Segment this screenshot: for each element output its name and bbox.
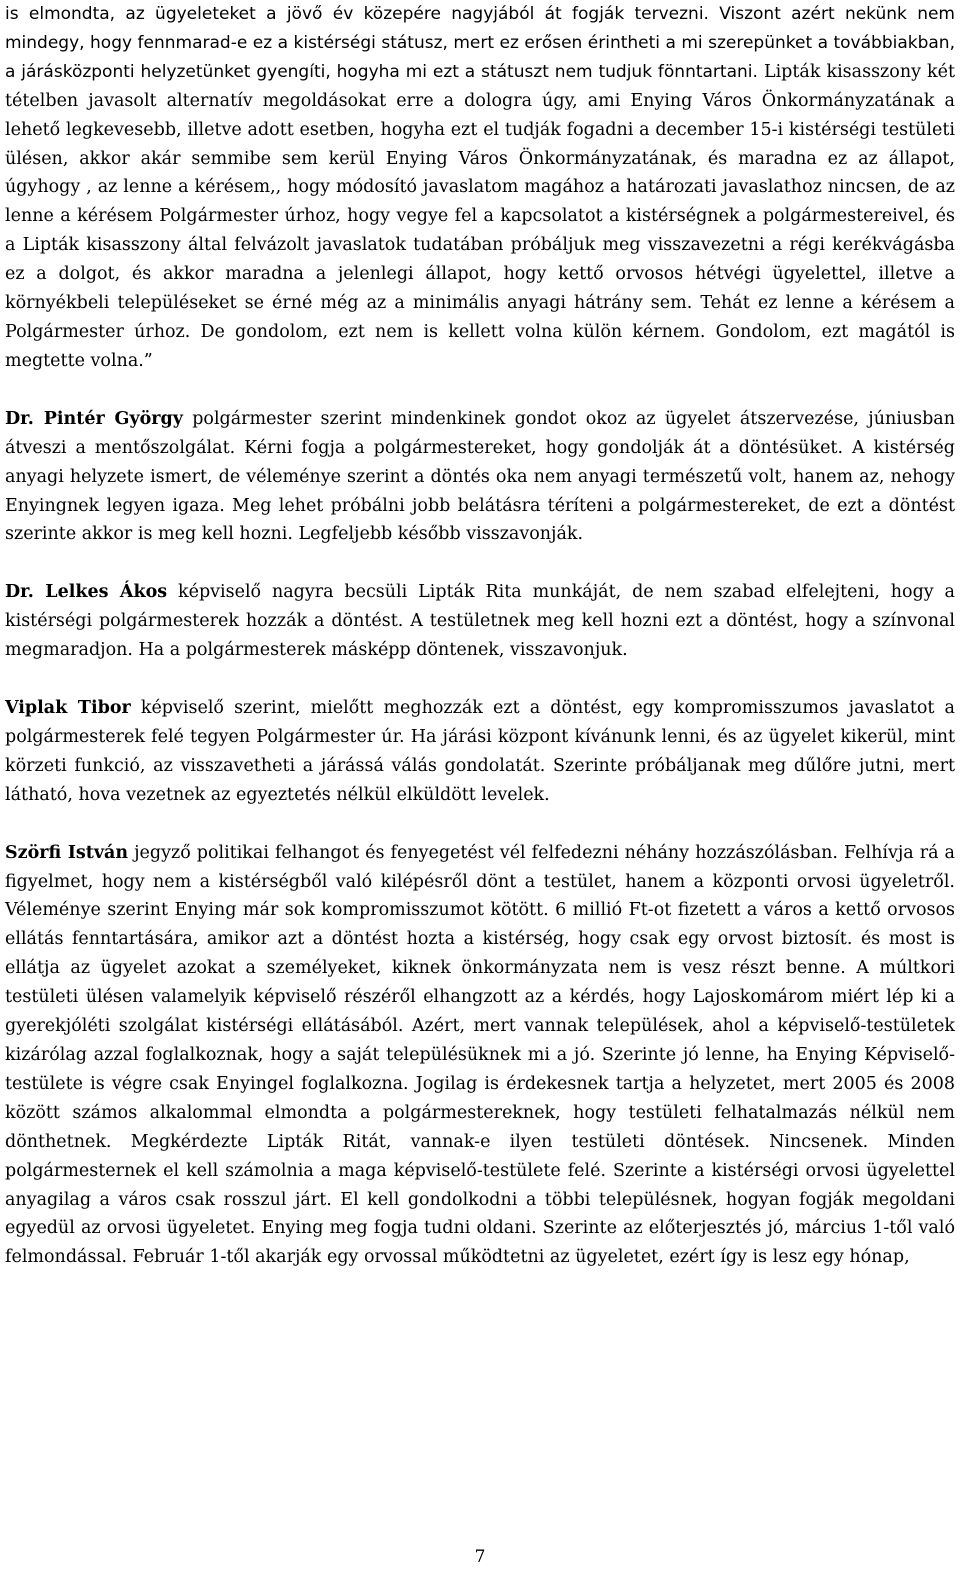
page-number: 7: [474, 1547, 486, 1567]
paragraph-5: [5, 839, 955, 1273]
speaker-name: Viplak Tibor: [5, 698, 131, 719]
document-page: [5, 0, 955, 1272]
paragraph-2-text: polgármester szerint mindenkinek gondot okoz az ügyelet átszervezése, júniusban átveszi a mentőszolgálat. Kérni fogja a polgármestereket, hogy gondolják át a döntésüket. A kistérség anyagi helyzete ismert, de véleménye szerint a döntés oka nem anyagi természetű volt, hanem az, nehogy Enyingnek legyen igaza. Meg lehet próbálni jobb belátásra téríteni a polgármestereket, de ezt a döntést szerinte akkor is meg kell hozni. Legfeljebb később visszavonják.: [5, 408, 956, 545]
paragraph-gap: [5, 376, 955, 405]
speaker-name: Szörfi István: [5, 842, 129, 863]
paragraph-3-text: képviselő nagyra becsüli Lipták Rita munkáját, de nem szabad elfelejteni, hogy a kistérségi polgármesterek hozzák a döntést. A testületnek meg kell hozni ezt a döntést, hogy a színvonal megmaradjon. Ha a polgármesterek másképp döntenek, visszavonjuk.: [5, 582, 955, 661]
paragraph-1-text: Lipták kisasszony két tételben javasolt alternatív megoldásokat erre a dologra úgy, ami Enying Város Önkormányzatának a lehető legkevesebb, illetve adott esetben, hogyha ezt el tudják fogadni a december 15-i kistérségi testületi ülésen, akkor akár semmibe sem kerül Enying Város Önkormányzatának, és maradna ez az állapot, úgyhogy , az lenne a kérésem,, hogy módosító javaslatom magához a határozati javaslathoz nincsen, de az lenne a kérésem Polgármester úrhoz, hogy vegye fel a kapcsolatot a kistérségnek a polgármestereivel, és a Lipták kisasszony által felvázolt javaslatok tudatában próbáljuk meg visszavezetni a régi kerékvágásba ez a dolgot, és akkor maradna a jelenlegi állapot, hogy kettő orvosos hétvégi ügyelettel, illetve a környékbeli településeket se érné még az a minimális anyagi hátrány sem. Tehát ez lenne a kérésem a Polgármester úrhoz. De gondolom, ezt nem is kellett volna külön kérnem. Gondolom, ezt magától is megtette volna.”: [5, 61, 956, 371]
paragraph-4-text: képviselő szerint, mielőtt meghozzák ezt a döntést, egy kompromisszumos javaslatot a polgármesterek felé tegyen Polgármester úr. Ha járási központ kívánunk lenni, és az ügyelet kikerül, mint körzeti funkció, az visszavetheti a járássá válás gondolatát. Szerinte próbáljanak meg dűlőre jutni, mert látható, hova vezetnek az egyeztetés nélkül elküldött levelek.: [5, 698, 955, 805]
paragraph-5-text: jegyző politikai felhangot és fenyegetést vél felfedezni néhány hozzászólásban. Felhívja rá a figyelmet, hogy nem a kistérségből való kilépésről dönt a testület, hanem a központi orvosi ügyeletről. Véleménye szerint Enying már sok kompromisszumot kötött. 6 millió Ft-ot fizetett a város a kettő orvosos ellátás fenntartására, amikor azt a döntést hozta a kistérség, hogy csak egy orvost biztosít. és most is ellátja az ügyelet azokat a személyeket, kiknek önkormányzata nem is vesz részt benne. A múltkori testületi ülésen valamelyik képviselő részéről elhangzott az a kérdés, hogy Lajoskomárom miért lép ki a gyerekjóléti szolgálat kistérségi ellátásából. Azért, mert vannak települések, ahol a képviselő-testületek kizárólag azzal foglalkoznak, hogy a saját településüknek mi a jó. Szerinte jó lenne, ha Enying Képviselő-testülete is végre csak Enyingel foglalkozna. Jogilag is érdekesnek tartja a helyzetet, mert 2005 és 2008 között számos alkalommal elmondta a polgármestereknek, hogy testületi felhatalmazás nélkül nem dönthetnek. Megkérdezte Lipták Ritát, vannak-e ilyen testületi döntések. Nincsenek. Minden polgármesternek el kell számolnia a maga képviselő-testülete felé. Szerinte a kistérségi orvosi ügyelettel anyagilag a város csak rosszul járt. El kell gondolkodni a többi településnek, hogyan fogják megoldani egyedül az orvosi ügyeletet. Enying meg fogja tudni oldani. Szerinte az előterjesztés jó, március 1-től való felmondással. Február 1-től akarják egy orvossal működtetni az ügyeletet, ezért így is lesz egy hónap,: [5, 842, 955, 1268]
speaker-name: Dr. Pintér György: [5, 408, 183, 429]
paragraph-3: [5, 578, 955, 665]
speaker-name: Dr. Lelkes Ákos: [5, 582, 168, 603]
paragraph-gap: [5, 549, 955, 578]
paragraph-2: [5, 405, 955, 550]
paragraph-gap: [5, 665, 955, 694]
paragraph-gap: [5, 810, 955, 839]
paragraph-1: [5, 0, 955, 376]
paragraph-4: [5, 694, 955, 810]
paragraph-1-lead: is elmondta, az ügyeleteket a jövő év közepére nagyjából át fogják tervezni. Viszont azért nekünk nem mindegy, hogy fennmarad-e ez a kistérségi státusz, mert ez erősen érintheti a mi szerepünket a továbbiakban, a járásközponti helyzetünket gyengíti, hogyha mi ezt a státuszt nem tudjuk fönntartani.: [5, 4, 955, 82]
